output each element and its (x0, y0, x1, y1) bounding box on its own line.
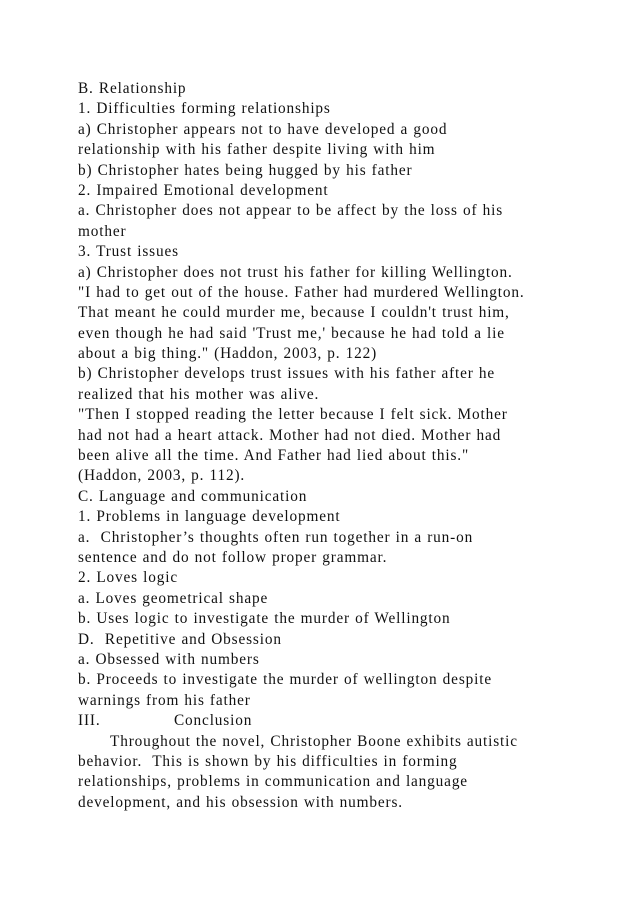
text-line: a. Obsessed with numbers (78, 650, 260, 668)
quote-line: "Then I stopped reading the letter because I felt sick. Mother (78, 406, 508, 424)
quote-line: "I had to get out of the house. Father had murdered Wellington. (78, 283, 525, 301)
conclusion-title: Conclusion (174, 712, 253, 730)
text-line: 2. Loves logic (78, 569, 178, 587)
text-line: 2. Impaired Emotional development (78, 181, 329, 199)
quote-line: about a big thing." (Haddon, 2003, p. 122) (78, 345, 378, 363)
text-line: b) Christopher develops trust issues with his father after he (78, 365, 496, 383)
text-line: a. Loves geometrical shape (78, 589, 269, 607)
heading-language: C. Language and communication (78, 487, 308, 505)
text-line: warnings from his father (78, 691, 251, 709)
text-line: 1. Problems in language development (78, 508, 341, 526)
quote-line: had not had a heart attack. Mother had not died. Mother had (78, 426, 502, 444)
quote-line: That meant he could murder me, because I couldn't trust him, (78, 304, 510, 322)
text-line: mother (78, 222, 127, 240)
heading-conclusion (78, 711, 598, 731)
text-line: sentence and do not follow proper grammar. (78, 548, 388, 566)
text-line: a. Christopher’s thoughts often run together in a run-on (78, 528, 474, 546)
text-line: a) Christopher appears not to have developed a good (78, 120, 448, 138)
paragraph-line: relationships, problems in communication and language (78, 773, 468, 791)
paragraph-line: behavior. This is shown by his difficulties in forming (78, 752, 458, 770)
conclusion-numeral: III. (78, 712, 101, 730)
text-line: relationship with his father despite living with him (78, 141, 436, 159)
document-body (78, 79, 598, 813)
heading-repetitive: D. Repetitive and Obsession (78, 630, 282, 648)
paragraph-line: Throughout the novel, Christopher Boone exhibits autistic (110, 732, 518, 750)
text-line: a. Christopher does not appear to be affect by the loss of his (78, 202, 504, 220)
text-line: b) Christopher hates being hugged by his father (78, 161, 413, 179)
heading-relationship: B. Relationship (78, 80, 187, 97)
quote-line: even though he had said 'Trust me,' because he had told a lie (78, 324, 505, 342)
text-line: b. Uses logic to investigate the murder of Wellington (78, 610, 451, 628)
quote-line: been alive all the time. And Father had lied about this." (78, 447, 470, 465)
paragraph-line: development, and his obsession with numbers. (78, 793, 403, 811)
text-line: realized that his mother was alive. (78, 385, 320, 403)
text-line: b. Proceeds to investigate the murder of wellington despite (78, 671, 492, 689)
text-line: a) Christopher does not trust his father for killing Wellington. (78, 263, 513, 281)
citation-line: (Haddon, 2003, p. 112). (78, 467, 246, 485)
text-line: 1. Difficulties forming relationships (78, 100, 331, 118)
text-line: 3. Trust issues (78, 243, 179, 261)
